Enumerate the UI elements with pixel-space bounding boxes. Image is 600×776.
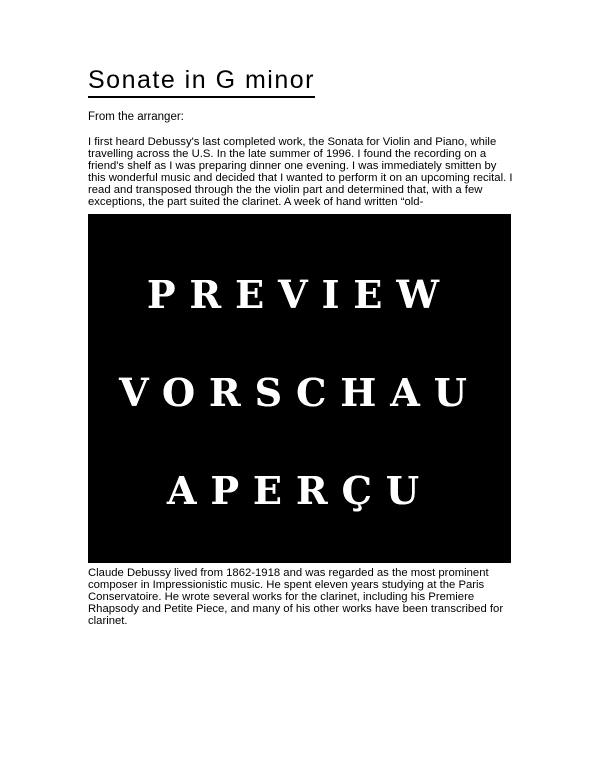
watermark-vorschau: VORSCHAU — [0, 370, 600, 415]
arranger-heading: From the arranger: — [88, 111, 184, 123]
watermark-preview: PREVIEW — [0, 272, 600, 317]
arranger-paragraph: I first heard Debussy's last completed work, the Sonata for Violin and Piano, while travelling across the U.S. In the late summer of 1996. I found the recording on a friend's shelf as I was preparing dinner one evening. I was immediately smitten by this wonderful music and decided that I wanted to perform it on an upcoming recital. I read and transposed through the the violin part and determined that, with a few exceptions, the part suited the clarinet. A week of hand written “old- — [88, 136, 513, 208]
document-title: Sonate in G minor — [88, 64, 315, 98]
biography-paragraph: Claude Debussy lived from 1862-1918 and was regarded as the most prominent composer in Impressionistic music. He spent eleven years studying at the Paris Conservatoire. He wrote several works for the clarinet, including his Premiere Rhapsody and Petite Piece, and many of his other works have been transcribed for clarinet. — [88, 567, 504, 627]
watermark-apercu: APERÇU — [0, 468, 600, 513]
